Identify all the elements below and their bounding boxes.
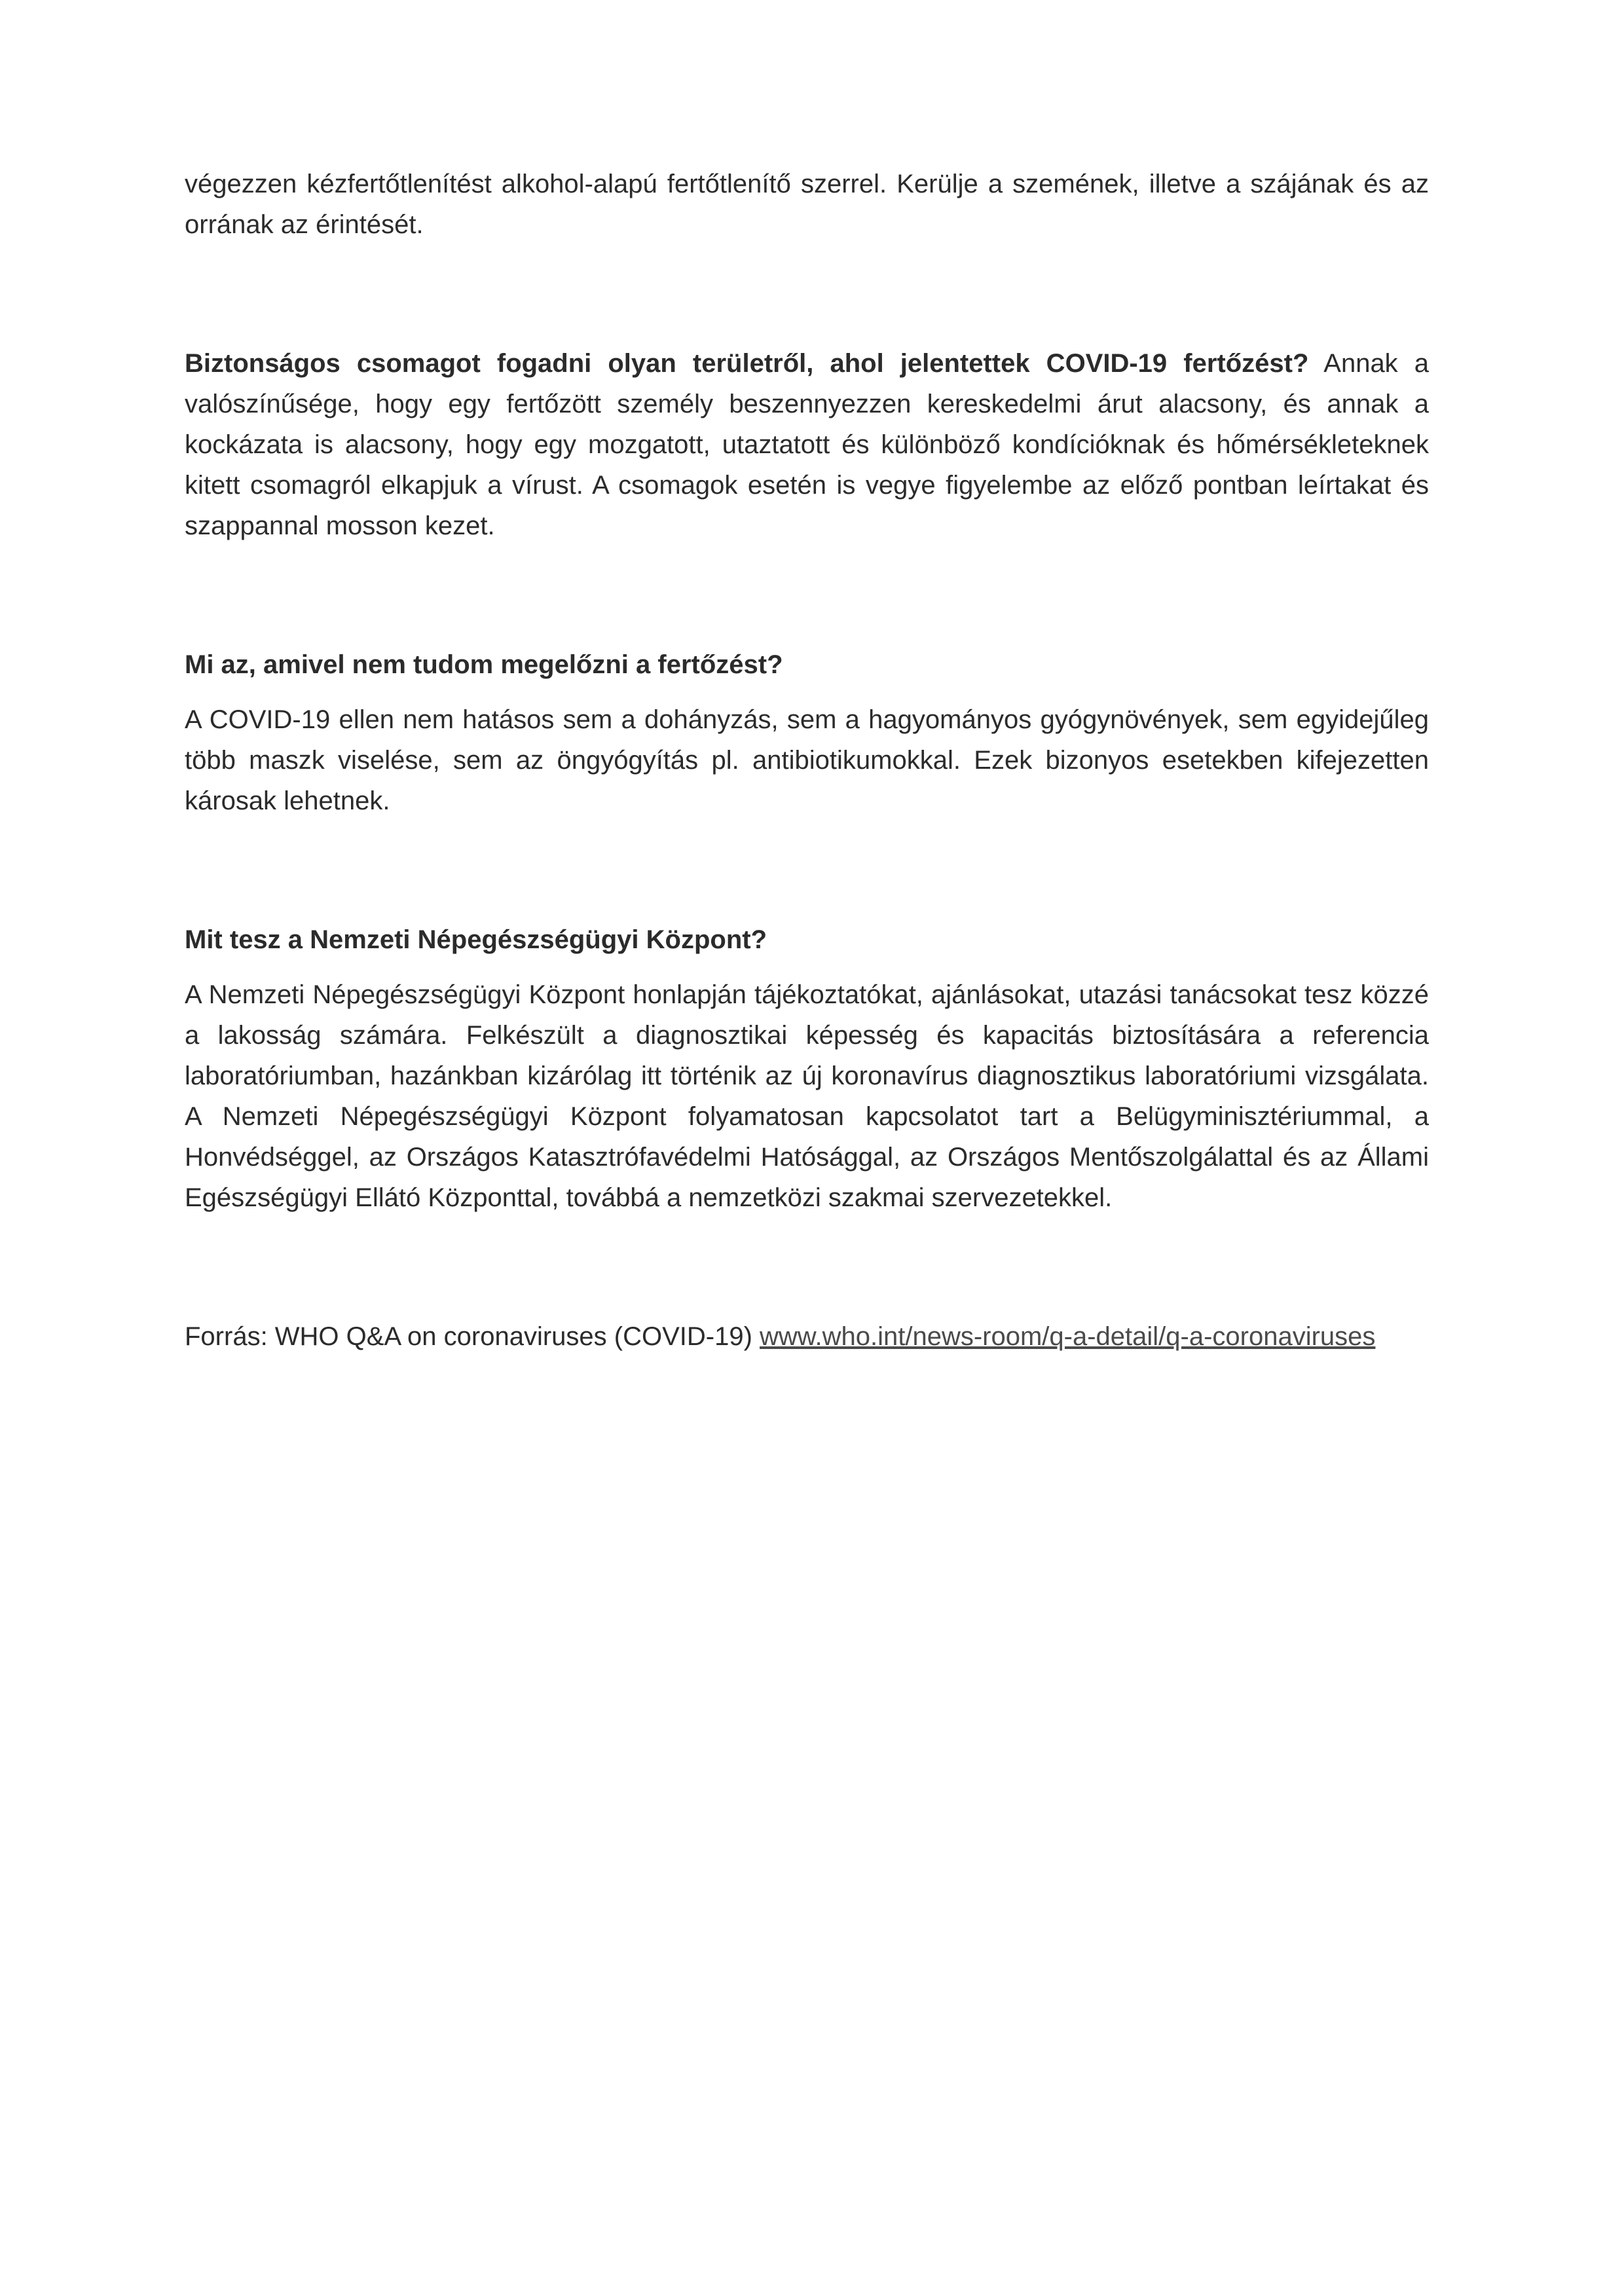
section-nnk-role xyxy=(185,919,1429,1218)
source-link[interactable]: www.who.int/news-room/q-a-detail/q-a-coronaviruses xyxy=(760,1322,1376,1351)
section-package-safety-title: Biztonságos csomagot fogadni olyan területről, ahol jelentettek COVID-19 fertőzést? xyxy=(185,349,1309,378)
section-package-safety xyxy=(185,343,1429,546)
section-package-safety-body: Annak a valószínűsége, hogy egy fertőzött személy beszennyezzen kereskedelmi árut alacsony, és annak a kockázata is alacsony, hogy egy mozgatott, utaztatott és különböző kondícióknak és hőmérsékleteknek kitett csomagról elkapjuk a vírust. A csomagok esetén is vegye figyelembe az előző pontban leírtakat és szappannal mosson kezet. xyxy=(185,349,1430,540)
section-nnk-role-title: Mit tesz a Nemzeti Népegészségügyi Központ? xyxy=(185,925,767,954)
intro-paragraph: végezzen kézfertőtlenítést alkohol-alapú fertőtlenítő szerrel. Kerülje a szemének, illetve a szájának és az orrának az érintését. xyxy=(185,170,1429,239)
source-text: Forrás: WHO Q&A on coronaviruses (COVID-19) xyxy=(185,1322,752,1351)
source-line xyxy=(185,1316,1429,1357)
section-ineffective-prevention xyxy=(185,644,1429,821)
section-ineffective-prevention-title: Mi az, amivel nem tudom megelőzni a fertőzést? xyxy=(185,650,783,679)
section-ineffective-prevention-body: A COVID-19 ellen nem hatásos sem a dohányzás, sem a hagyományos gyógynövények, sem egyidejűleg több maszk viselése, sem az öngyógyítás pl. antibiotikumokkal. Ezek bizonyos esetekben kifejezetten károsak lehetnek. xyxy=(185,705,1429,815)
document-body xyxy=(185,164,1429,1357)
section-nnk-role-body: A Nemzeti Népegészségügyi Központ honlapján tájékoztatókat, ajánlásokat, utazási tanácsokat tesz közzé a lakosság számára. Felkészült a diagnosztikai képesség és kapacitás biztosítására a referencia laboratóriumban, hazánkban kizárólag itt történik az új koronavírus diagnosztikus laboratóriumi vizsgálata. A Nemzeti Népegészségügyi Központ folyamatosan kapcsolatot tart a Belügyminisztériummal, a Honvédséggel, az Országos Katasztrófavédelmi Hatósággal, az Országos Mentőszolgálattal és az Állami Egészségügyi Ellátó Központtal, továbbá a nemzetközi szakmai szervezetekkel. xyxy=(185,980,1429,1212)
section-package-safety-paragraph xyxy=(185,343,1429,546)
